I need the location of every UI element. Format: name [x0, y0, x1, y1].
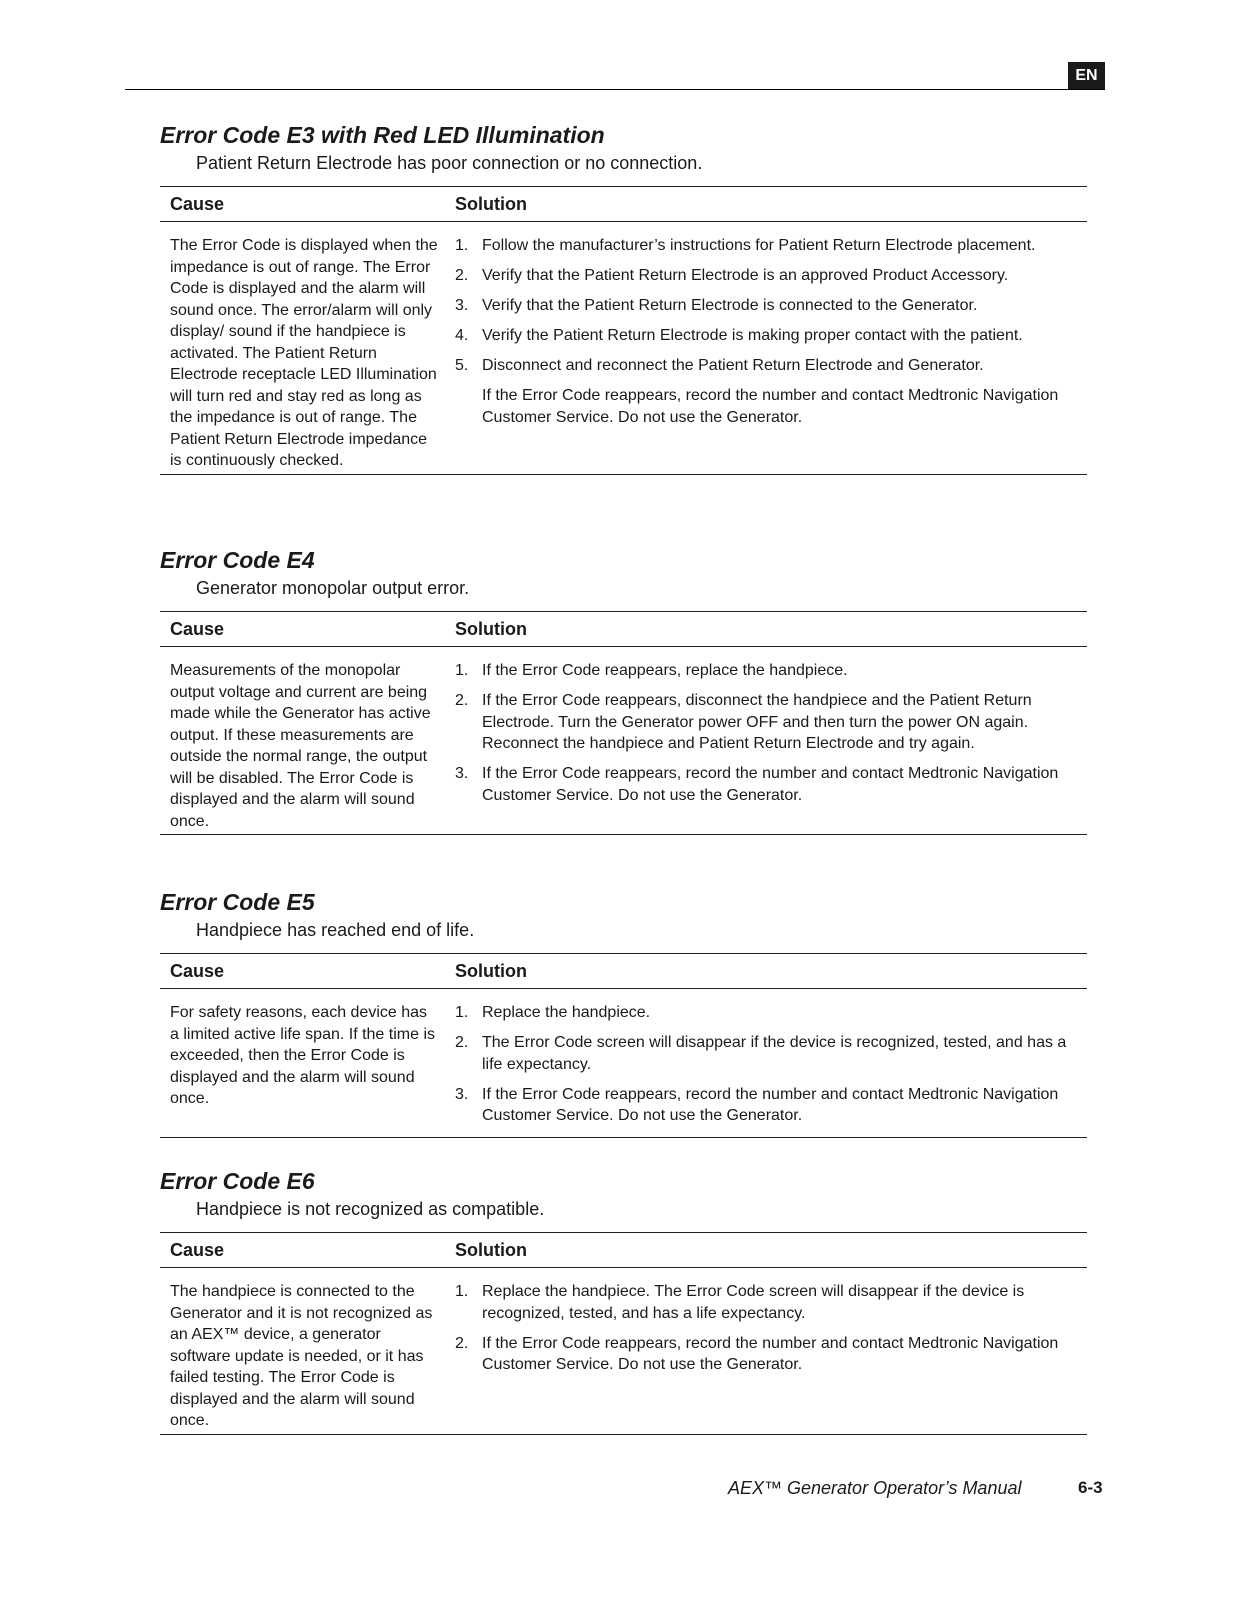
- step-number: 3.: [455, 1085, 469, 1103]
- section-title: Error Code E6: [160, 1168, 315, 1194]
- table-header: [160, 1233, 1087, 1268]
- section-error-e4: [160, 545, 1087, 835]
- table-header: [160, 187, 1087, 222]
- solution-step: [455, 1281, 1087, 1324]
- step-text: Verify the Patient Return Electrode is making proper contact with the patient.: [482, 327, 1023, 344]
- section-error-e3: [160, 120, 1087, 475]
- step-text: If the Error Code reappears, record the number and contact Medtronic Navigation Customer Service. Do not use the Generator.: [482, 1334, 1059, 1373]
- section-title: Error Code E5: [160, 889, 315, 915]
- table-row: [160, 989, 1087, 1137]
- step-text: Disconnect and reconnect the Patient Return Electrode and Generator.: [482, 357, 984, 374]
- solution-step: [455, 660, 1087, 682]
- step-number: 1.: [455, 1004, 469, 1021]
- cause-solution-table: [160, 1232, 1087, 1435]
- solution-step: [455, 763, 1087, 806]
- cause-solution-table: [160, 611, 1087, 835]
- section-error-e5: [160, 887, 1087, 1138]
- step-number: 2.: [455, 267, 469, 284]
- step-text: If the Error Code reappears, record the number and contact Medtronic Navigation Customer Service. Do not use the Generator.: [482, 1085, 1059, 1124]
- solution-header: Solution: [455, 618, 527, 639]
- step-text: Replace the handpiece.: [482, 1004, 651, 1021]
- language-badge: EN: [1068, 62, 1105, 89]
- table-header: [160, 612, 1087, 647]
- step-number: 1.: [455, 237, 469, 254]
- solution-step: [455, 1084, 1087, 1127]
- solution-step: [455, 235, 1087, 257]
- solution-header: Solution: [455, 193, 527, 214]
- table-row: [160, 222, 1087, 474]
- solution-step: [455, 1002, 1087, 1024]
- cause-header: Cause: [170, 618, 225, 639]
- solution-list: [445, 1281, 1087, 1432]
- cause-text: Measurements of the monopolar output voltage and current are being made while the Generator has active output. If these measurements are outside the normal range, the output will be disabled. The Error Code is displayed and the alarm will sound once.: [170, 662, 431, 830]
- section-title: Error Code E3 with Red LED Illumination: [160, 122, 605, 148]
- cause-text: The handpiece is connected to the Generator and it is not recognized as an AEX™ device, a generator software update is needed, or it has failed testing. The Error Code is displayed and the alarm will sound once.: [170, 1283, 433, 1429]
- solution-step: [455, 690, 1087, 755]
- step-text: Replace the handpiece. The Error Code screen will disappear if the device is recognized, tested, and has a life expectancy.: [482, 1283, 1025, 1322]
- table-row: [160, 647, 1087, 834]
- solution-step: [455, 325, 1087, 347]
- solution-note: If the Error Code reappears, record the number and contact Medtronic Navigation Customer Service. Do not use the Generator.: [482, 387, 1059, 426]
- step-text: Verify that the Patient Return Electrode is an approved Product Accessory.: [482, 267, 1009, 284]
- step-text: If the Error Code reappears, record the number and contact Medtronic Navigation Customer Service. Do not use the Generator.: [482, 765, 1059, 804]
- step-number: 5.: [455, 357, 469, 374]
- solution-step: [455, 295, 1087, 317]
- solution-list: [445, 1002, 1087, 1135]
- cause-header: Cause: [170, 1239, 225, 1260]
- step-number: 3.: [455, 765, 469, 782]
- step-text: If the Error Code reappears, replace the handpiece.: [482, 662, 848, 679]
- table-row: [160, 1268, 1087, 1434]
- step-number: 2.: [455, 1034, 469, 1051]
- table-header: [160, 954, 1087, 989]
- step-number: 3.: [455, 297, 469, 314]
- step-text: The Error Code screen will disappear if the device is recognized, tested, and has a life expectancy.: [482, 1034, 1067, 1073]
- solution-step: [455, 355, 1087, 377]
- cause-text: For safety reasons, each device has a limited active life span. If the time is exceeded, then the Error Code is displayed and the alarm will sound once.: [170, 1004, 435, 1107]
- step-number: 1.: [455, 662, 469, 679]
- solution-step: [455, 1032, 1087, 1075]
- solution-step: [455, 265, 1087, 287]
- solution-header: Solution: [455, 1239, 527, 1260]
- section-subtitle: Patient Return Electrode has poor connection or no connection.: [196, 153, 703, 173]
- cause-solution-table: [160, 953, 1087, 1138]
- step-number: 1.: [455, 1283, 469, 1300]
- section-subtitle: Handpiece has reached end of life.: [196, 920, 475, 940]
- footer-manual-title: AEX™ Generator Operator’s Manual: [728, 1478, 1022, 1498]
- section-title: Error Code E4: [160, 547, 315, 573]
- page-number: 6-3: [1078, 1478, 1103, 1497]
- step-number: 2.: [455, 692, 469, 709]
- step-number: 4.: [455, 327, 469, 344]
- solution-header: Solution: [455, 960, 527, 981]
- solution-step: [455, 1333, 1087, 1376]
- section-subtitle: Handpiece is not recognized as compatible.: [196, 1199, 545, 1219]
- cause-text: The Error Code is displayed when the impedance is out of range. The Error Code is displayed and the alarm will sound once. The error/alarm will only display/ sound if the handpiece is activated. The Patient Return Electrode receptacle LED Illumination will turn red and stay red as long as the impedance is out of range. The Patient Return Electrode impedance is continuously checked.: [170, 237, 438, 469]
- solution-list: [445, 235, 1087, 472]
- step-text: If the Error Code reappears, disconnect the handpiece and the Patient Return Electrode. Turn the Generator power OFF and then turn the power ON again. Reconnect the handpiece and Patient Return Electrode and try again.: [482, 692, 1032, 752]
- step-text: Follow the manufacturer’s instructions for Patient Return Electrode placement.: [482, 237, 1036, 254]
- cause-header: Cause: [170, 193, 225, 214]
- solution-list: [445, 660, 1087, 832]
- step-text: Verify that the Patient Return Electrode is connected to the Generator.: [482, 297, 978, 314]
- cause-solution-table: [160, 186, 1087, 475]
- section-subtitle: Generator monopolar output error.: [196, 578, 470, 598]
- header-rule: [125, 89, 1105, 90]
- cause-header: Cause: [170, 960, 225, 981]
- step-number: 2.: [455, 1334, 469, 1352]
- section-error-e6: [160, 1166, 1087, 1435]
